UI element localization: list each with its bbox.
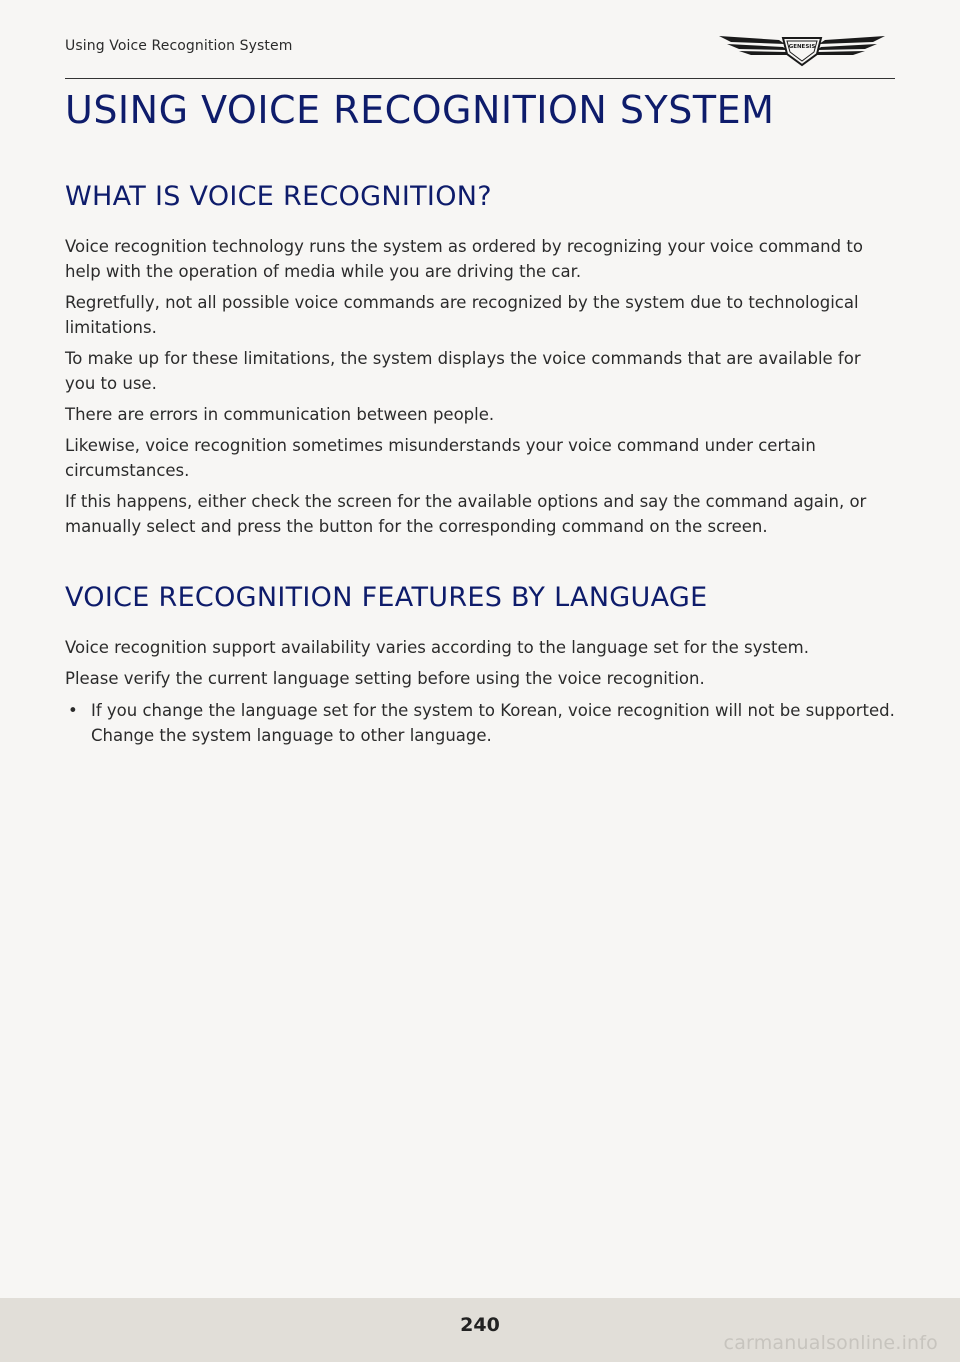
section-heading-what-is: WHAT IS VOICE RECOGNITION? — [65, 181, 492, 212]
paragraph: Likewise, voice recognition sometimes misunderstands your voice command under certain circumstances. — [65, 436, 816, 480]
bullet-text: If you change the language set for the system to Korean, voice recognition will not be supported. Change the system language to other language. — [91, 701, 895, 745]
bullet-icon: • — [68, 701, 78, 720]
paragraph: To make up for these limitations, the system displays the voice commands that are available for you to use. — [65, 349, 861, 393]
genesis-logo-icon — [717, 30, 887, 68]
page-header — [65, 0, 895, 79]
paragraph: Please verify the current language setting before using the voice recognition. — [65, 669, 705, 688]
paragraph: Voice recognition support availability varies according to the language set for the system. — [65, 638, 809, 657]
page-footer — [0, 1298, 960, 1362]
paragraph: Regretfully, not all possible voice commands are recognized by the system due to technological limitations. — [65, 293, 859, 337]
running-title: Using Voice Recognition System — [65, 38, 293, 54]
logo-wordmark: GENESIS — [788, 44, 816, 50]
paragraph: If this happens, either check the screen for the available options and say the command again, or manually select and press the button for the corresponding command on the screen. — [65, 492, 867, 536]
section-heading-features-by-language: VOICE RECOGNITION FEATURES BY LANGUAGE — [65, 582, 708, 613]
bullet-item — [65, 698, 895, 748]
page-title: USING VOICE RECOGNITION SYSTEM — [65, 88, 775, 132]
page-number: 240 — [460, 1314, 500, 1336]
watermark: carmanualsonline.info — [723, 1332, 938, 1354]
paragraph: There are errors in communication between people. — [65, 405, 495, 424]
paragraph: Voice recognition technology runs the system as ordered by recognizing your voice command to help with the operation of media while you are driving the car. — [65, 237, 863, 281]
